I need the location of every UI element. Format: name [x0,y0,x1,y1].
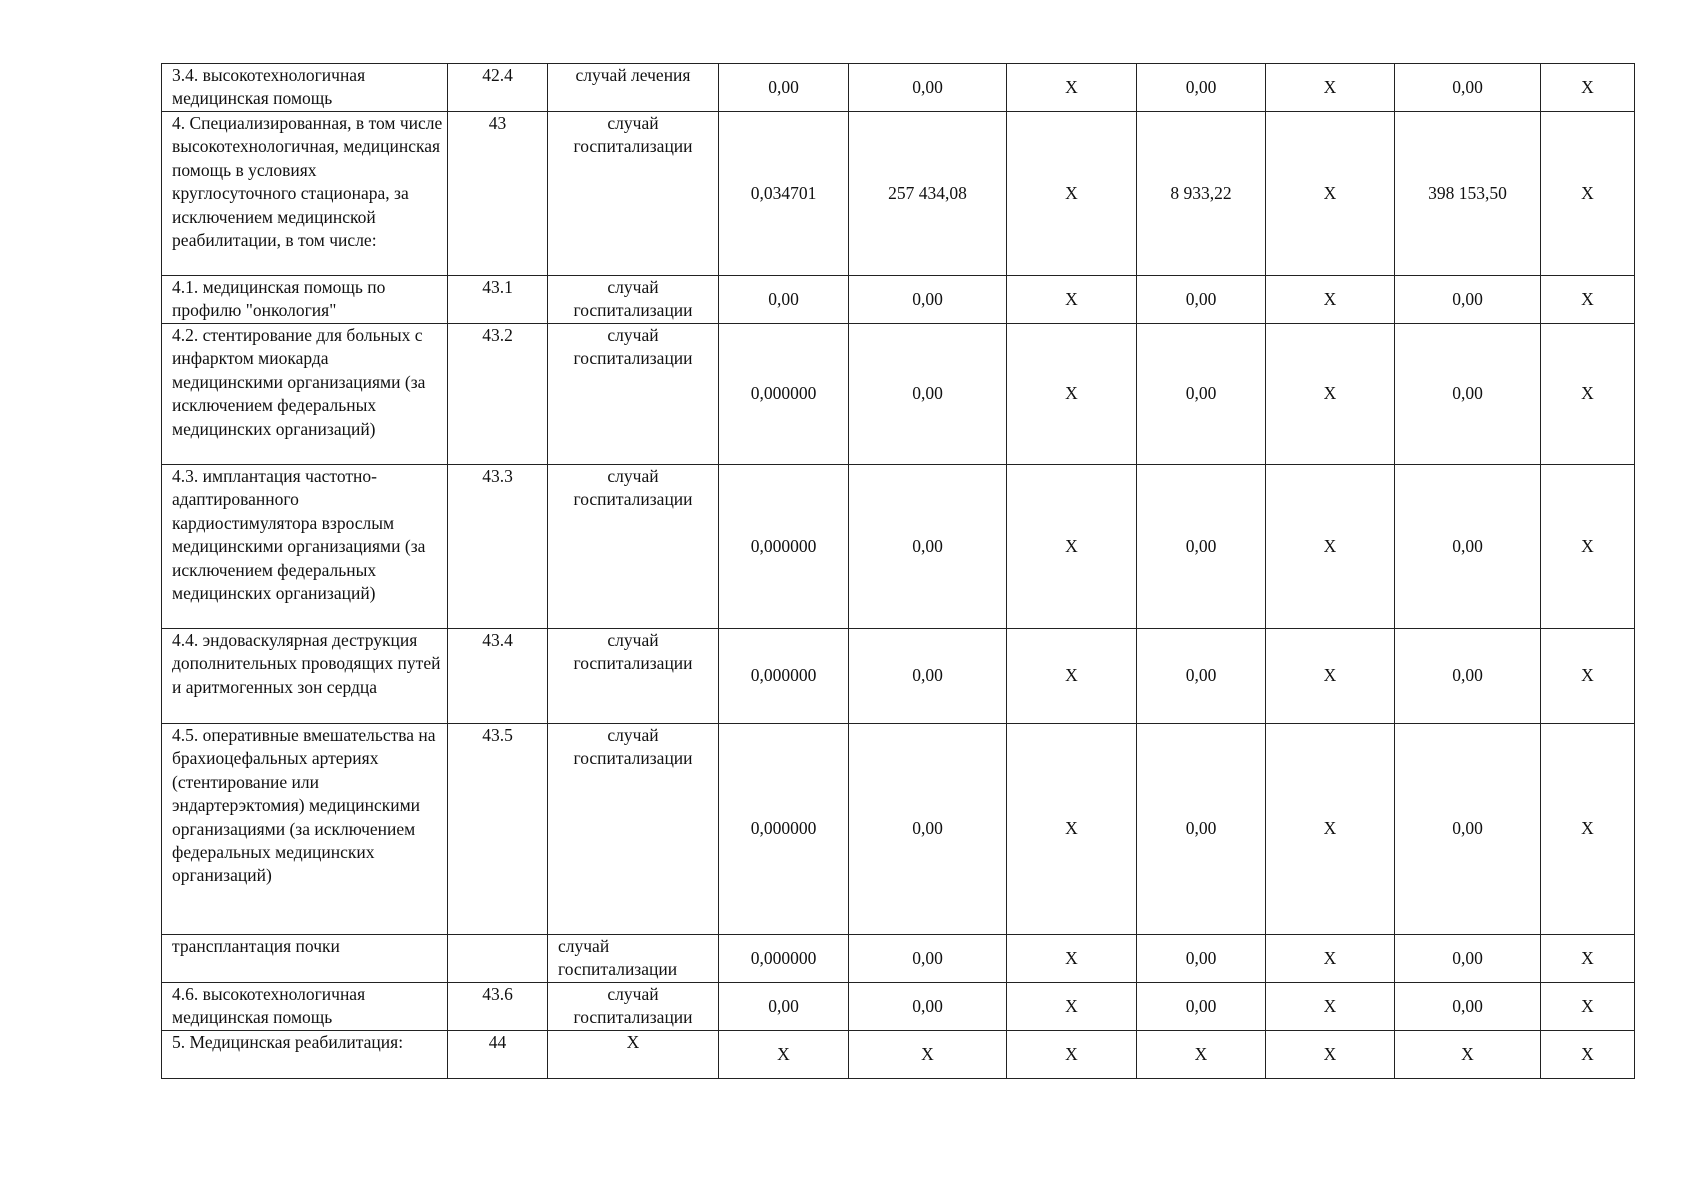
value-cell: 0,000000 [719,629,849,724]
value-cell: X [1007,465,1137,629]
row-name-cell: 4.3. имплантация частотно-адаптированного кардиостимулятора взрослым медицинскими организациями (за исключением федеральных медицинских организаций) [162,465,448,629]
row-unit-cell: X [548,1031,719,1079]
value-cell: X [1266,465,1395,629]
row-unit-cell: случай госпитализации [548,724,719,935]
row-code-cell: 43 [448,112,548,276]
row-name-cell: 3.4. высокотехнологичная медицинская помощь [162,64,448,112]
document-sheet [161,63,1635,1079]
value-cell: X [1266,629,1395,724]
row-unit-cell: случай госпитализации [548,935,719,983]
value-cell: X [1541,324,1635,465]
value-cell: X [1541,1031,1635,1079]
value-cell: X [1007,983,1137,1031]
table-row [162,724,1635,935]
value-cell: X [1266,112,1395,276]
row-name-cell: 4.2. стентирование для больных с инфарктом миокарда медицинскими организациями (за исключением федеральных медицинских организаций) [162,324,448,465]
value-cell: X [1007,324,1137,465]
value-cell: 0,000000 [719,935,849,983]
value-cell: X [719,1031,849,1079]
value-cell: 0,00 [849,276,1007,324]
row-unit-cell: случай госпитализации [548,324,719,465]
row-unit-cell: случай госпитализации [548,112,719,276]
value-cell: 0,00 [719,64,849,112]
value-cell: 8 933,22 [1137,112,1266,276]
value-cell: X [1266,724,1395,935]
value-cell: 0,00 [1395,983,1541,1031]
value-cell: X [849,1031,1007,1079]
value-cell: X [1007,935,1137,983]
value-cell: 0,00 [1395,629,1541,724]
row-unit-cell: случай госпитализации [548,983,719,1031]
row-name-cell: трансплантация почки [162,935,448,983]
value-cell: 0,00 [1137,935,1266,983]
value-cell: 0,00 [1137,276,1266,324]
row-code-cell: 43.6 [448,983,548,1031]
value-cell: X [1541,983,1635,1031]
table-row [162,983,1635,1031]
row-name-cell: 4. Специализированная, в том числе высокотехнологичная, медицинская помощь в условиях круглосуточного стационара, за исключением медицинской реабилитации, в том числе: [162,112,448,276]
value-cell: 0,000000 [719,724,849,935]
value-cell: X [1266,935,1395,983]
table-row [162,276,1635,324]
row-name-cell: 5. Медицинская реабилитация: [162,1031,448,1079]
value-cell: 0,00 [849,465,1007,629]
value-cell: 0,00 [1137,64,1266,112]
row-name-cell: 4.4. эндоваскулярная деструкция дополнительных проводящих путей и аритмогенных зон сердца [162,629,448,724]
value-cell: 0,00 [1395,465,1541,629]
value-cell: 398 153,50 [1395,112,1541,276]
row-code-cell: 43.1 [448,276,548,324]
row-code-cell: 43.4 [448,629,548,724]
value-cell: 0,00 [1395,276,1541,324]
value-cell: X [1137,1031,1266,1079]
value-cell: X [1395,1031,1541,1079]
value-cell: 0,00 [1137,324,1266,465]
value-cell: 0,000000 [719,465,849,629]
value-cell: X [1266,983,1395,1031]
table-row [162,935,1635,983]
value-cell: 0,00 [719,276,849,324]
care-volume-table [161,63,1635,1079]
value-cell: 0,034701 [719,112,849,276]
row-unit-cell: случай лечения [548,64,719,112]
row-code-cell: 42.4 [448,64,548,112]
value-cell: X [1266,1031,1395,1079]
table-row [162,112,1635,276]
value-cell: 0,00 [849,64,1007,112]
row-code-cell: 44 [448,1031,548,1079]
value-cell: X [1541,112,1635,276]
value-cell: X [1007,112,1137,276]
row-code-cell: 43.2 [448,324,548,465]
row-name-cell: 4.6. высокотехнологичная медицинская помощь [162,983,448,1031]
value-cell: 257 434,08 [849,112,1007,276]
value-cell: 0,00 [1395,324,1541,465]
value-cell: X [1541,935,1635,983]
value-cell: 0,00 [1395,64,1541,112]
value-cell: X [1007,724,1137,935]
table-row [162,64,1635,112]
value-cell: 0,00 [1137,465,1266,629]
row-name-cell: 4.1. медицинская помощь по профилю "онкология" [162,276,448,324]
row-code-cell [448,935,548,983]
value-cell: 0,00 [1137,983,1266,1031]
value-cell: 0,000000 [719,324,849,465]
value-cell: 0,00 [849,935,1007,983]
row-unit-cell: случай госпитализации [548,629,719,724]
value-cell: 0,00 [1137,724,1266,935]
value-cell: X [1007,276,1137,324]
value-cell: 0,00 [1395,935,1541,983]
value-cell: X [1541,724,1635,935]
value-cell: X [1266,64,1395,112]
table-row [162,1031,1635,1079]
row-code-cell: 43.3 [448,465,548,629]
row-code-cell: 43.5 [448,724,548,935]
table-row [162,465,1635,629]
table-row [162,324,1635,465]
value-cell: X [1007,1031,1137,1079]
value-cell: 0,00 [1137,629,1266,724]
value-cell: X [1541,629,1635,724]
value-cell: X [1007,64,1137,112]
value-cell: 0,00 [1395,724,1541,935]
value-cell: 0,00 [849,983,1007,1031]
value-cell: 0,00 [719,983,849,1031]
value-cell: X [1007,629,1137,724]
value-cell: 0,00 [849,629,1007,724]
value-cell: 0,00 [849,324,1007,465]
row-name-cell: 4.5. оперативные вмешательства на брахиоцефальных артериях (стентирование или эндартерэктомия) медицинскими организациями (за исключением федеральных медицинских организаций) [162,724,448,935]
value-cell: X [1541,465,1635,629]
row-unit-cell: случай госпитализации [548,465,719,629]
value-cell: X [1541,276,1635,324]
value-cell: X [1541,64,1635,112]
value-cell: X [1266,276,1395,324]
table-row [162,629,1635,724]
row-unit-cell: случай госпитализации [548,276,719,324]
value-cell: X [1266,324,1395,465]
value-cell: 0,00 [849,724,1007,935]
